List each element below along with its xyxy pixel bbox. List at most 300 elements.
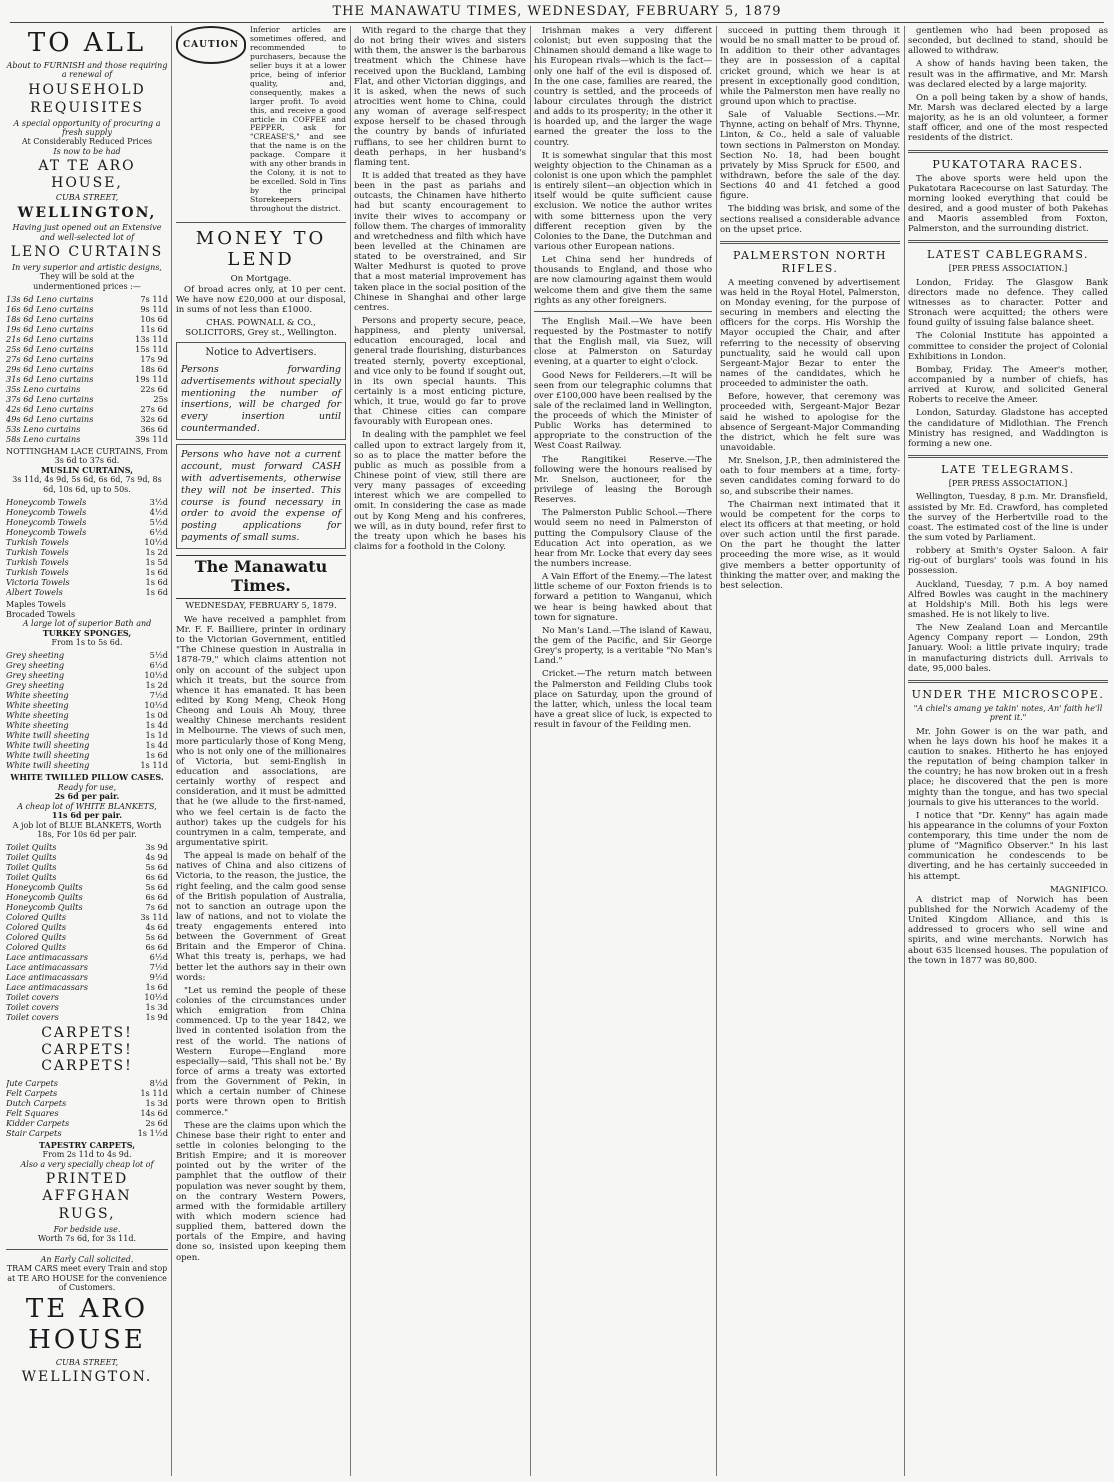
column-rule — [171, 26, 172, 1476]
price-row — [6, 670, 168, 680]
ad-household: HOUSEHOLD — [28, 81, 146, 98]
item-name: Albert Towels — [6, 587, 63, 598]
news-item: The bidding was brisk, and some of the sections realised a considerable advance on the upset price. — [720, 204, 900, 235]
item-price: 4s 6d — [145, 922, 168, 933]
item-name: Toilet Quilts — [6, 862, 57, 873]
rifles-article — [720, 278, 900, 591]
item-price: 3½d — [149, 497, 168, 508]
price-row — [6, 1078, 168, 1088]
ad-rugs-price: Worth 7s 6d, for 3s 11d. — [38, 1234, 136, 1244]
item-name: Felt Squares — [6, 1108, 59, 1118]
notice-title: Notice to Advertisers. — [205, 347, 317, 359]
rifles-heading: PALMERSTON NORTH RIFLES. — [733, 248, 887, 275]
money-firm: CHAS. POWNALL & CO., SOLICITORS, Grey st., Wellington. — [185, 318, 337, 339]
cable-item: London, Friday. The Glasgow Bank directors made no defence. They called witnesses as to character. Potter and Stronach were acquitted; the others were found guilty of issuing false balance sheet. — [908, 277, 1108, 329]
ad-leno-note: They will be sold at the undermentioned prices :— — [33, 272, 141, 291]
price-row — [6, 304, 168, 314]
column-rule — [904, 26, 905, 1476]
item-price: 1s 11d — [140, 760, 168, 771]
item-name: Honeycomb Towels — [6, 497, 87, 508]
price-row — [6, 587, 168, 597]
item-price: 14s 6d — [140, 1108, 168, 1118]
news-item: Sale of Valuable Sections.—Mr. Thynne, acting on behalf of Mrs. Thynne, Linton, & Co., held a sale of valuable town sections in Palmerston on Monday. Section No. 18, had been bought privately by Miss Spruck for £500, and withdrawn, before the sale of the day. Sections 40 and 41 fetched a good figure. — [720, 110, 900, 202]
item-name: Victoria Towels — [6, 577, 70, 588]
map-note: A district map of Norwich has been published for the Norwich Academy of the United Kingdom Alliance, and this is addressed to grocers who sell wine and spirits, and wine merchants. Norwich has about 635 licensed houses. The population of the town in 1877 was 80,800. — [908, 894, 1108, 966]
item-price: 10½d — [144, 670, 168, 681]
ad-blankets: A cheap lot of WHITE BLANKETS, — [17, 801, 157, 811]
paper-date: WEDNESDAY, FEBRUARY 5, 1879. — [185, 600, 337, 611]
article-paragraph: Mr. John Gower is on the war path, and when he lays down his hoof he makes it a caution to snakes. Hitherto he has enjoyed the reputation of being champion talker in the country; he has now broken out in a fresh place; he discovered that the pen is more mighty than the tongue, and has two special journals to give his utterances to the world. — [908, 726, 1108, 808]
price-row — [6, 952, 168, 962]
item-name: Jute Carpets — [6, 1078, 58, 1088]
item-price: 6s 6d — [145, 942, 168, 953]
item-name: Colored Quilts — [6, 912, 67, 923]
telegram-text: Wellington, Tuesday, 8 p.m. Mr. Dransfield, assisted by Mr. Ed. Crawford, has completed the survey of the Herbertville road to the coast. The estimated cost of the line is under the sum voted by Parliament. — [908, 492, 1108, 543]
price-row — [6, 334, 168, 344]
item-price: 3s 9d — [145, 842, 168, 853]
item-name: Kidder Carpets — [6, 1118, 70, 1128]
article-paragraph: Mr. Snelson, J.P., then administered the oath to four members at a time, forty-seven candidates coming forward to do so, and subscribe their names. — [720, 456, 900, 497]
item-price: 1s 9d — [145, 1012, 168, 1023]
ad-tobehad: Is now to be had — [53, 146, 121, 156]
curtains-price-list — [6, 294, 168, 444]
item-name: Lace antimacassars — [6, 962, 88, 973]
price-row — [6, 680, 168, 690]
item-name: Stair Carpets — [6, 1128, 62, 1138]
ad-sponges: TURKEY SPONGES, — [42, 627, 132, 638]
item-name: Colored Quilts — [6, 922, 67, 933]
ad-footer-city: WELLINGTON. — [21, 1369, 153, 1386]
item-price: 6s 6d — [145, 872, 168, 883]
item-name: White sheeting — [6, 690, 69, 701]
item-price: 1s 1d — [145, 730, 168, 741]
price-row — [6, 750, 168, 760]
item-price: 1s 6d — [145, 567, 168, 578]
item-price: 5s 6d — [145, 932, 168, 943]
news-item: Cricket.—The return match between the Palmerston and Feilding Clubs took place on Saturday, upon the ground of the latter, which, unless the local team have a great slice of luck, is expected to result in favour of the Feilding men. — [534, 669, 712, 731]
item-name: White sheeting — [6, 720, 69, 731]
item-name: 31s 6d Leno curtains — [6, 374, 94, 385]
price-row — [6, 434, 168, 444]
item-price: 8½d — [149, 1078, 168, 1088]
item-price: 27s 6d — [140, 404, 168, 415]
article-paragraph: The Chairman next intimated that it would be competent for the corps to elect its officers at that meeting, or hold over such action until the first parade. On the part he thought the latter proceeding the more wise, as it would give members a better opportunity of thinking the matter over, and making the best selection. — [720, 499, 900, 591]
article-paragraph: I notice that "Dr. Kenny" has again made his appearance in the columns of your Foxton contemporary, this time under the nom de plume of "Magnifico Observer." In his last communication he condescends to be diverting, and he has certainly succeeded in his attempt. — [908, 810, 1108, 882]
item-price: 7s 6d — [145, 902, 168, 913]
item-name: Grey sheeting — [6, 660, 65, 671]
ad-footer-street: CUBA STREET, — [55, 1357, 119, 1367]
item-price: 1s 2d — [145, 547, 168, 558]
price-row — [6, 354, 168, 364]
price-row — [6, 882, 168, 892]
price-row — [6, 547, 168, 557]
money-text: Of broad acres only, at 10 per cent. We have now £20,000 at our disposal, in sums of not less than £1000. — [176, 284, 346, 315]
item-price: 1s 2d — [145, 680, 168, 691]
item-price: 1s 5d — [145, 557, 168, 568]
ad-reduced: At Considerably Reduced Prices — [21, 137, 153, 147]
item-name: 37s 6d Leno curtains — [6, 394, 94, 405]
microscope-article — [908, 727, 1108, 882]
price-row — [6, 324, 168, 334]
price-row — [6, 700, 168, 710]
article-paragraph: These are the claims upon which the Chinese base their right to enter and settle in colonies belonging to the British Empire; and it is moreover pointed out by the writer of the pamphlet that the outflow of their population was never sought by them, on the contrary Western Powers, armed with the formidable artillery with which modern science had supplied them, battered down the portals of the Empire, and having done so, insisted upon keeping them open. — [176, 1120, 346, 1263]
item-name: 42s 6d Leno curtains — [6, 404, 94, 415]
price-row — [6, 394, 168, 404]
price-row — [6, 1118, 168, 1128]
local-news — [534, 317, 712, 730]
ad-brocaded: Brocaded Towels — [6, 609, 76, 619]
ad-rugs: RUGS, — [58, 1206, 116, 1223]
item-name: 58s Leno curtains — [6, 434, 81, 445]
item-price: 6½d — [149, 952, 168, 963]
article-paragraph: Let China send her hundreds of thousands to England, and those who are now clamouring against them would welcome them and give them the same rights as any other foreigners. — [534, 255, 712, 306]
item-price: 1s 3d — [145, 1002, 168, 1013]
cable-item: Bombay, Friday. The Ameer's mother, accompanied by a number of chiefs, has arrived at Kurow, and solicited General Roberts to receive the Ameer. — [908, 364, 1108, 406]
item-price: 25s — [153, 394, 168, 405]
item-price: 4½d — [149, 507, 168, 518]
microscope-heading: UNDER THE MICROSCOPE. — [911, 687, 1105, 701]
cable-item: The Colonial Institute has appointed a committee to consider the project of Colonial Exhibitions in London. — [908, 331, 1108, 362]
price-row — [6, 852, 168, 862]
price-row — [6, 577, 168, 587]
ad-blankets-price: 11s 6d per pair. — [51, 810, 123, 821]
item-name: 35s Leno curtains — [6, 384, 81, 395]
money-sub: On Mortgage. — [230, 274, 292, 285]
divider — [908, 240, 1108, 243]
article-paragraph: "Let us remind the people of these colonies of the circumstances under which emigration from China commenced. Up to the year 1842, we lived in contented isolation from the rest of the world. The nations of Western Europe—England more especially—said, 'This shall not be.' By force of arms a treaty was extorted from the Government of Pekin, in which a certain number of Chinese ports were thrown open to British commerce." — [176, 985, 346, 1118]
price-row — [6, 537, 168, 547]
item-price: 5½d — [149, 517, 168, 528]
price-row — [6, 992, 168, 1002]
item-name: Turkish Towels — [6, 547, 69, 558]
price-row — [6, 374, 168, 384]
article-paragraph: It is added that treated as they have been in the past as pariahs and outcasts, the Chinamen have hitherto had but scanty encouragement to invite their wives to accompany or follow them. The charges of immorality and wretchedness and filth which have been levelled at the Chinamen are stated to be overstrained, and Sir Walter Medhurst is quoted to prove that a most material improvement has taken place in the social position of the Chinese in Shanghai and other large centres. — [354, 170, 526, 313]
notice-advertisers — [176, 342, 346, 440]
auckland-text: Auckland, Tuesday, 7 p.m. A boy named Alfred Bowles was caught in the machinery at Holdship's Mill. Both his legs were smashed. He is not likely to live. — [908, 579, 1108, 620]
item-name: White twill sheeting — [6, 740, 90, 751]
item-price: 1s 1½d — [137, 1128, 168, 1138]
loan-text: The New Zealand Loan and Mercantile Agency Company report — London, 29th January. Wool: a little private inquiry; trade in manufacturing districts dull. Arrivals to date, 95,000 bales. — [908, 623, 1108, 674]
item-name: 13s 6d Leno curtains — [6, 294, 94, 305]
item-name: Felt Carpets — [6, 1088, 58, 1098]
item-price: 9½d — [149, 972, 168, 983]
item-name: 53s Leno curtains — [6, 424, 81, 435]
item-name: Toilet covers — [6, 1002, 59, 1013]
item-price: 7s 11d — [140, 294, 168, 305]
towels-price-list — [6, 497, 168, 597]
te-aro-advertisement — [6, 26, 168, 1476]
item-price: 32s 6d — [140, 414, 168, 425]
price-row — [6, 527, 168, 537]
item-name: 25s 6d Leno curtains — [6, 344, 94, 355]
item-name: Turkish Towels — [6, 557, 69, 568]
ad-lead: About to FURNISH and those requiring a renewal of — [6, 60, 168, 80]
ad-bath-note: A large lot of superior Bath and — [22, 619, 152, 629]
item-name: Toilet Quilts — [6, 842, 57, 853]
ad-tapestry-price: From 2s 11d to 4s 9d. — [42, 1150, 132, 1160]
money-headline: MONEY TO LEND — [195, 228, 327, 271]
item-name: White twill sheeting — [6, 730, 90, 741]
item-name: 18s 6d Leno curtains — [6, 314, 94, 325]
quilts-price-list — [6, 842, 168, 1022]
price-row — [6, 507, 168, 517]
article-paragraph: A show of hands having been taken, the result was in the affirmative, and Mr. Marsh was declared elected by a large majority. — [908, 59, 1108, 90]
ad-maples: Maples Towels — [6, 600, 66, 610]
item-name: Grey sheeting — [6, 680, 65, 691]
price-row — [6, 1128, 168, 1138]
local-news-continued — [720, 26, 900, 235]
item-price: 39s 11d — [135, 434, 168, 445]
article-paragraph: In dealing with the pamphlet we feel called upon to extract largely from it, so as to place the matter before the public as much as possible from a Chinese point of view, still there are very many passages of exceeding interest which we are compelled to omit. In considering the case as made out by Kong Meng and his confreres, we will, as in duty bound, refer first to the treaty upon which he bases his claims for a foothold in the Colony. — [354, 430, 526, 553]
item-price: 6½d — [149, 660, 168, 671]
item-name: Honeycomb Quilts — [6, 892, 83, 903]
price-row — [6, 424, 168, 434]
item-price: 1s 6d — [145, 577, 168, 588]
ad-rugs-note: For bedside use. — [53, 1224, 121, 1234]
item-price: 5s 6d — [145, 882, 168, 893]
price-row — [6, 364, 168, 374]
item-name: 49s 6d Leno curtains — [6, 414, 94, 425]
item-price: 1s 0d — [145, 710, 168, 721]
price-row — [6, 1002, 168, 1012]
item-price: 1s 3d — [145, 1098, 168, 1108]
item-price: 9s 11d — [140, 304, 168, 315]
news-item: Good News for Feilderers.—It will be seen from our telegraphic columns that over £100,000 have been realised by the sale of the reclaimed land in Wellington, the proceeds of which the Minister of Public Works has determined to appropriate to the construction of the West Coast Railway. — [534, 370, 712, 452]
item-name: Lace antimacassars — [6, 982, 88, 993]
ad-opened: Having just opened out an Extensive and well-selected lot of — [12, 223, 162, 242]
price-row — [6, 1012, 168, 1022]
editorial-article — [176, 615, 346, 1263]
ad-muslin-prices: 3s 11d, 4s 9d, 5s 6d, 6s 6d, 7s 9d, 8s 6d, 10s 6d, up to 50s. — [12, 475, 162, 494]
ad-tapestry: TAPESTRY CARPETS, — [38, 1140, 136, 1150]
column-rule — [716, 26, 717, 1476]
item-name: 19s 6d Leno curtains — [6, 324, 94, 335]
divider — [720, 241, 900, 244]
price-row — [6, 1098, 168, 1108]
column-three — [354, 26, 526, 1476]
news-item: The English Mail.—We have been requested by the Postmaster to notify that the English mail, via Suez, will close at Palmerston on Saturday evening, at a quarter to eight o'clock. — [534, 316, 712, 368]
divider — [908, 680, 1108, 683]
robbery-text: robbery at Smith's Oyster Saloon. A fair rig-out of burglars' tools was found in his possession. — [908, 546, 1108, 577]
column-two — [176, 26, 346, 1476]
item-price: 36s 6d — [140, 424, 168, 435]
item-price: 6½d — [149, 527, 168, 538]
price-row — [6, 1088, 168, 1098]
item-price: 1s 4d — [145, 720, 168, 731]
item-name: Lace antimacassars — [6, 972, 88, 983]
article-paragraph: A meeting convened by advertisement was held in the Royal Hotel, Palmerston, on Monday evening, for the purpose of securing in members and electing the officers for the corps. His Worship the Mayor occupied the Chair, and after referring to the necessity of observing punctuality, said he would call upon Sergeant-Major Bezar to enter the names of the candidates, which he proceeded to administer the oath. — [720, 277, 900, 390]
item-name: 27s 6d Leno curtains — [6, 354, 94, 365]
item-price: 1s 6d — [145, 587, 168, 598]
article-paragraph: It is somewhat singular that this most weighty objection to the Chinaman as a colonist is one upon which the pamphlet is entirely silent—an objection which in itself would be quite sufficient cause exclusion. We notice the author writes with some bitterness upon the very different reception given by the Colonies to the Dane, the Dutchman and various other European nations. — [534, 150, 712, 252]
carpets-price-list — [6, 1078, 168, 1138]
item-name: Grey sheeting — [6, 650, 65, 661]
article-paragraph: On a poll being taken by a show of hands, Mr. Marsh was declared elected by a large majority, as he is an old volunteer, a former staff officer, and one of the most respected residents of the district. — [908, 92, 1108, 144]
cablegrams-byline: [PER PRESS ASSOCIATION.] — [948, 264, 1068, 274]
divider — [908, 150, 1108, 153]
item-price: 18s 6d — [140, 364, 168, 375]
item-price: 17s 9d — [140, 354, 168, 365]
editorial-continued — [534, 26, 712, 306]
price-row — [6, 842, 168, 852]
item-price: 1s 6d — [145, 750, 168, 761]
item-price: 1s 4d — [145, 740, 168, 751]
price-row — [6, 314, 168, 324]
ad-leno: LENO CURTAINS — [10, 244, 164, 261]
price-row — [6, 414, 168, 424]
item-name: Grey sheeting — [6, 670, 65, 681]
item-price: 15s 11d — [135, 344, 168, 355]
price-row — [6, 862, 168, 872]
price-row — [6, 932, 168, 942]
item-price: 10½d — [144, 992, 168, 1003]
ad-nottingham: NOTTINGHAM LACE CURTAINS, From 3s 6d to 37s 6d. — [6, 447, 168, 466]
caution-text: Inferior articles are sometimes offered, and recommended to purchasers, because the seller buys it at a lower price, being of inferior quality, and, consequently, makes a larger profit. To avoid this, and receive a good article in COFFEE and PEPPER, ask for "CREASE'S," and see that the name is on the package. Compare it with any other brands in the Colony, it is not to be excelled. Sold in Tins by the principal Storekeepers throughout the district. — [250, 26, 346, 214]
item-price: 6s 6d — [145, 892, 168, 903]
item-name: Colored Quilts — [6, 942, 67, 953]
divider — [6, 1249, 168, 1250]
article-paragraph: Persons and property secure, peace, happiness, and plenty universal, education encouraged, local and general trade flourishing, disturbances treated sternly, poverty exceptional, and vice only to be found if sought out, in its own special haunts. This certainly is a most enticing picture, which, it true, would go far to prove that Chinese cities can compare favourably with European ones. — [354, 315, 526, 428]
meeting-report — [908, 26, 1108, 144]
item-name: White twill sheeting — [6, 750, 90, 761]
caution-advertisement — [176, 26, 346, 217]
price-row — [6, 294, 168, 304]
divider — [176, 222, 346, 223]
ad-blue: A job lot of BLUE BLANKETS, Worth 18s, For 10s 6d per pair. — [12, 820, 162, 840]
item-name: White sheeting — [6, 700, 69, 711]
item-name: Honeycomb Quilts — [6, 882, 83, 893]
news-item: A Vain Effort of the Enemy.—The latest little scheme of our Foxton friends is to forward a petition to Wanganui, which we hear is being hawked about that town for signature. — [534, 572, 712, 623]
item-price: 1s 11d — [140, 1088, 168, 1098]
item-name: Toilet covers — [6, 1012, 59, 1023]
price-row — [6, 740, 168, 750]
cablegrams-heading: LATEST CABLEGRAMS. — [926, 248, 1090, 262]
price-row — [6, 567, 168, 577]
price-row — [6, 720, 168, 730]
item-price: 4s 9d — [145, 852, 168, 863]
column-four — [534, 26, 712, 1476]
article-paragraph: With regard to the charge that they do not bring their wives and sisters with them, the answer is the barbarous treatment which the Chinese have received upon the Buckland, Lambing Flat, and other Victorian diggings, and it is asked, when the news of such atrocities went home to China, could any woman of average self-respect expose herself to be chased through the country by bands of infuriated ruffians, to see her children burnt to death perhaps, in her husband's flaming tent. — [354, 26, 526, 168]
news-item: succeed in putting them through it would be no small matter to be proud of. In addition to their other advantages they are in possession of a capital cricket ground, which we hear is at present in exceptionally good condition, while the Palmerston men have really no ground upon which to practise. — [720, 26, 900, 107]
item-name: White sheeting — [6, 710, 69, 721]
ad-afghan: PRINTED AFFGHAN — [42, 1171, 132, 1204]
price-row — [6, 557, 168, 567]
price-row — [6, 902, 168, 912]
price-row — [6, 872, 168, 882]
article-paragraph: We have received a pamphlet from Mr. F. F. Bailliere, printer in ordinary to the Victorian Government, entitled "The Chinese question in Australia in 1878-79," which claims attention not only on account of the subject upon which it treats, but the source from whence it has emanated. It has been edited by Kong Meng, Cheok Hong Cheong and Louis Ah Mouy, three wealthy Chinese merchants resident in Melbourne. The views of such men, more particularly those of Kong Meng, who is not only one of the millionaires of Victoria, but semi-English in education and associations, are certainly worthy of respect and consideration, and it must be admitted that he (we allude to the first-named, who we feel certain is de facto the author) takes up the cudgels for his countrymen in a calm, temperate, and argumentative spirit. — [176, 614, 346, 848]
item-name: Honeycomb Towels — [6, 517, 87, 528]
price-row — [6, 730, 168, 740]
price-row — [6, 892, 168, 902]
price-row — [6, 1108, 168, 1118]
microscope-signoff: MAGNIFICO. — [1050, 884, 1108, 895]
item-name: Toilet Quilts — [6, 852, 57, 863]
item-name: Lace antimacassars — [6, 952, 88, 963]
ad-early: An Early Call solicited. — [40, 1254, 134, 1264]
column-five — [720, 26, 900, 1476]
ad-opportunity: A special opportunity of procuring a fresh supply — [13, 118, 161, 138]
races-text: The above sports were held upon the Pukatotara Racecourse on last Saturday. The morning looked everything that could be desired, and a good muster of both Pakehas and Maoris assembled from Foxton, Palmerston, and the surrounding district. — [908, 173, 1108, 235]
item-name: Honeycomb Quilts — [6, 902, 83, 913]
item-name: Honeycomb Towels — [6, 527, 87, 538]
cable-item: London, Saturday. Gladstone has accepted the candidature of Midlothian. The French Ministry has resigned, and Waddington is forming a new one. — [908, 408, 1108, 449]
sheetings-price-list — [6, 650, 168, 770]
price-row — [6, 517, 168, 527]
price-row — [6, 650, 168, 660]
item-price: 7½d — [149, 962, 168, 973]
price-row — [6, 404, 168, 414]
price-row — [6, 922, 168, 932]
ad-carpets: CARPETS! CARPETS! CARPETS! — [41, 1025, 133, 1075]
notice-cash-text: Persons who have not a current account, must forward CASH with advertisements, otherwise they will not be inserted. This course is found necessary in order to avoid the expense of posting applications for payments of small sums. — [181, 449, 341, 544]
price-row — [6, 690, 168, 700]
ad-pillow: WHITE TWILLED PILLOW CASES. — [10, 772, 164, 783]
telegrams-byline: [PER PRESS ASSOCIATION.] — [948, 478, 1068, 488]
price-row — [6, 660, 168, 670]
ad-pillow-price: 2s 6d per pair. — [54, 791, 120, 802]
ad-store: AT TE ARO HOUSE, — [38, 158, 136, 191]
item-name: Turkish Towels — [6, 567, 69, 578]
divider — [908, 455, 1108, 458]
ad-afghan-note: Also a very specially cheap lot of — [20, 1159, 154, 1169]
price-row — [6, 384, 168, 394]
item-price: 5s 6d — [145, 862, 168, 873]
item-price: 22s 6d — [140, 384, 168, 395]
item-name: Toilet Quilts — [6, 872, 57, 883]
item-price: 19s 11d — [135, 374, 168, 385]
article-paragraph: Before, however, that ceremony was proceeded with, Sergeant-Major Bezar said he wished to apologise for the absence of Sergeant-Major Commanding the district, which he felt sure was unavoidable. — [720, 392, 900, 453]
ad-street: CUBA STREET, — [55, 193, 119, 203]
column-rule — [530, 26, 531, 1476]
item-price: 5½d — [149, 650, 168, 661]
item-price: 10½d — [144, 537, 168, 548]
column-rule — [350, 26, 351, 1476]
news-item: No Man's Land.—The island of Kawau, the gem of the Pacific, and Sir George Grey's property, is a veritable "No Man's Land." — [534, 625, 712, 667]
ad-city: WELLINGTON, — [17, 204, 157, 221]
item-price: 1s 6d — [145, 982, 168, 993]
ad-tram: TRAM CARS meet every Train and stop at TE ARO HOUSE for the convenience of Customers. — [6, 1264, 168, 1293]
ad-pillow-ready: Ready for use, — [57, 782, 117, 792]
item-name: Dutch Carpets — [6, 1098, 67, 1108]
masthead: THE MANAWATU TIMES, WEDNESDAY, FEBRUARY 5, 1879 — [10, 4, 1104, 23]
item-name: Colored Quilts — [6, 932, 67, 943]
item-name: 29s 6d Leno curtains — [6, 364, 94, 375]
ad-requisites: REQUISITES — [30, 100, 144, 117]
item-name: White twill sheeting — [6, 760, 90, 771]
price-row — [6, 962, 168, 972]
caution-stamp-icon: CAUTION — [176, 26, 246, 64]
price-row — [6, 710, 168, 720]
item-name: Honeycomb Towels — [6, 507, 87, 518]
item-name: 21s 6d Leno curtains — [6, 334, 94, 345]
notice-text: Persons forwarding advertisements without specially mentioning the number of insertions, will be charged for every insertion until countermanded. — [181, 363, 341, 435]
item-name: 16s 6d Leno curtains — [6, 304, 94, 315]
microscope-quote: "A chiel's amang ye takin' notes, An' faith he'll prent it." — [913, 703, 1103, 723]
ad-headline: TO ALL — [27, 28, 147, 58]
ad-leno-sub: In very superior and artistic designs, — [12, 262, 162, 272]
notice-cash — [176, 444, 346, 549]
item-price: 13s 11d — [135, 334, 168, 345]
cablegrams — [908, 278, 1108, 449]
item-price: 3s 11d — [140, 912, 168, 923]
item-name: Turkish Towels — [6, 537, 69, 548]
races-heading: PUKATOTARA RACES. — [932, 157, 1084, 171]
ad-muslin: MUSLIN CURTAINS, — [41, 464, 133, 475]
ad-sponges-from: From 1s to 5s 6d. — [51, 637, 123, 647]
item-price: 11s 6d — [140, 324, 168, 335]
item-price: 2s 6d — [145, 1118, 168, 1128]
price-row — [6, 942, 168, 952]
